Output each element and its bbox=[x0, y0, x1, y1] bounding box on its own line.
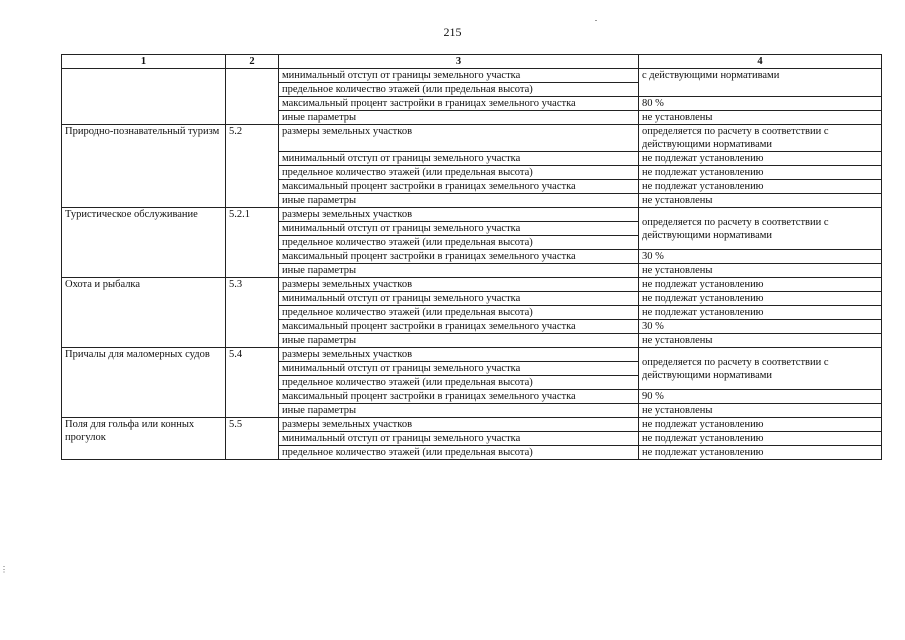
column-header: 4 bbox=[639, 55, 882, 69]
parameter-name: максимальный процент застройки в границах земельного участка bbox=[279, 180, 639, 194]
use-type-name: Поля для гольфа или конных прогулок bbox=[62, 418, 226, 460]
parameter-value: 30 % bbox=[639, 250, 882, 264]
parameter-value: не подлежат установлению bbox=[639, 152, 882, 166]
table-row bbox=[62, 278, 882, 292]
parameter-name: максимальный процент застройки в границах земельного участка bbox=[279, 250, 639, 264]
parameter-name: размеры земельных участков bbox=[279, 418, 639, 432]
use-type-code bbox=[226, 69, 279, 125]
parameter-name: иные параметры bbox=[279, 194, 639, 208]
parameter-name: размеры земельных участков bbox=[279, 125, 639, 152]
parameter-name: минимальный отступ от границы земельного участка bbox=[279, 69, 639, 83]
parameter-name: предельное количество этажей (или предельная высота) bbox=[279, 376, 639, 390]
scan-margin-mark: ⋮ bbox=[0, 565, 8, 574]
parameter-value: не установлены bbox=[639, 334, 882, 348]
use-type-name: Природно-познавательный туризм bbox=[62, 125, 226, 208]
parameter-value: не подлежат установлению bbox=[639, 180, 882, 194]
parameter-value: 80 % bbox=[639, 97, 882, 111]
parameter-value: 30 % bbox=[639, 320, 882, 334]
parameter-value: определяется по расчету в соответствии с действующими нормативами bbox=[639, 125, 882, 152]
parameter-value: определяется по расчету в соответствии с действующими нормативами bbox=[639, 348, 882, 390]
table-row bbox=[62, 69, 882, 83]
parameter-value: не подлежат установлению bbox=[639, 418, 882, 432]
parameter-value: не подлежат установлению bbox=[639, 292, 882, 306]
use-type-code: 5.4 bbox=[226, 348, 279, 418]
parameter-name: иные параметры bbox=[279, 334, 639, 348]
parameter-value: не подлежат установлению bbox=[639, 306, 882, 320]
parameter-name: максимальный процент застройки в границах земельного участка bbox=[279, 320, 639, 334]
parameter-name: минимальный отступ от границы земельного участка bbox=[279, 222, 639, 236]
parameter-value: не установлены bbox=[639, 194, 882, 208]
parameter-name: размеры земельных участков bbox=[279, 348, 639, 362]
parameter-name: минимальный отступ от границы земельного участка bbox=[279, 152, 639, 166]
use-type-code: 5.5 bbox=[226, 418, 279, 460]
table-row bbox=[62, 208, 882, 222]
parameter-value: определяется по расчету в соответствии с действующими нормативами bbox=[639, 208, 882, 250]
column-header: 1 bbox=[62, 55, 226, 69]
header-row bbox=[62, 55, 882, 69]
parameter-name: максимальный процент застройки в границах земельного участка bbox=[279, 97, 639, 111]
parameter-name: минимальный отступ от границы земельного участка bbox=[279, 362, 639, 376]
table-row bbox=[62, 125, 882, 152]
parameter-name: предельное количество этажей (или предельная высота) bbox=[279, 83, 639, 97]
parameter-name: размеры земельных участков bbox=[279, 208, 639, 222]
use-type-name: Охота и рыбалка bbox=[62, 278, 226, 348]
table-row bbox=[62, 418, 882, 432]
parameter-name: предельное количество этажей (или предельная высота) bbox=[279, 236, 639, 250]
table-row bbox=[62, 348, 882, 362]
parameter-name: максимальный процент застройки в границах земельного участка bbox=[279, 390, 639, 404]
column-header: 3 bbox=[279, 55, 639, 69]
page-number: 215 bbox=[443, 25, 462, 39]
parameter-value: не подлежат установлению bbox=[639, 278, 882, 292]
parameter-value: с действующими нормативами bbox=[639, 69, 882, 97]
parameter-name: минимальный отступ от границы земельного участка bbox=[279, 432, 639, 446]
parameter-value: не подлежат установлению bbox=[639, 432, 882, 446]
parameter-name: минимальный отступ от границы земельного участка bbox=[279, 292, 639, 306]
zoning-parameters-table bbox=[61, 54, 882, 460]
use-type-name bbox=[62, 69, 226, 125]
parameter-value: 90 % bbox=[639, 390, 882, 404]
use-type-code: 5.3 bbox=[226, 278, 279, 348]
parameter-name: предельное количество этажей (или предельная высота) bbox=[279, 306, 639, 320]
parameter-name: иные параметры bbox=[279, 404, 639, 418]
parameter-name: предельное количество этажей (или предельная высота) bbox=[279, 446, 639, 460]
parameter-value: не установлены bbox=[639, 404, 882, 418]
scan-speck bbox=[595, 20, 597, 21]
parameter-name: иные параметры bbox=[279, 111, 639, 125]
use-type-name: Причалы для маломерных судов bbox=[62, 348, 226, 418]
parameter-value: не установлены bbox=[639, 111, 882, 125]
use-type-code: 5.2.1 bbox=[226, 208, 279, 278]
parameter-name: размеры земельных участков bbox=[279, 278, 639, 292]
parameter-value: не подлежат установлению bbox=[639, 166, 882, 180]
column-header: 2 bbox=[226, 55, 279, 69]
parameter-name: предельное количество этажей (или предельная высота) bbox=[279, 166, 639, 180]
parameter-value: не подлежат установлению bbox=[639, 446, 882, 460]
use-type-code: 5.2 bbox=[226, 125, 279, 208]
parameter-name: иные параметры bbox=[279, 264, 639, 278]
use-type-name: Туристическое обслуживание bbox=[62, 208, 226, 278]
parameter-value: не установлены bbox=[639, 264, 882, 278]
